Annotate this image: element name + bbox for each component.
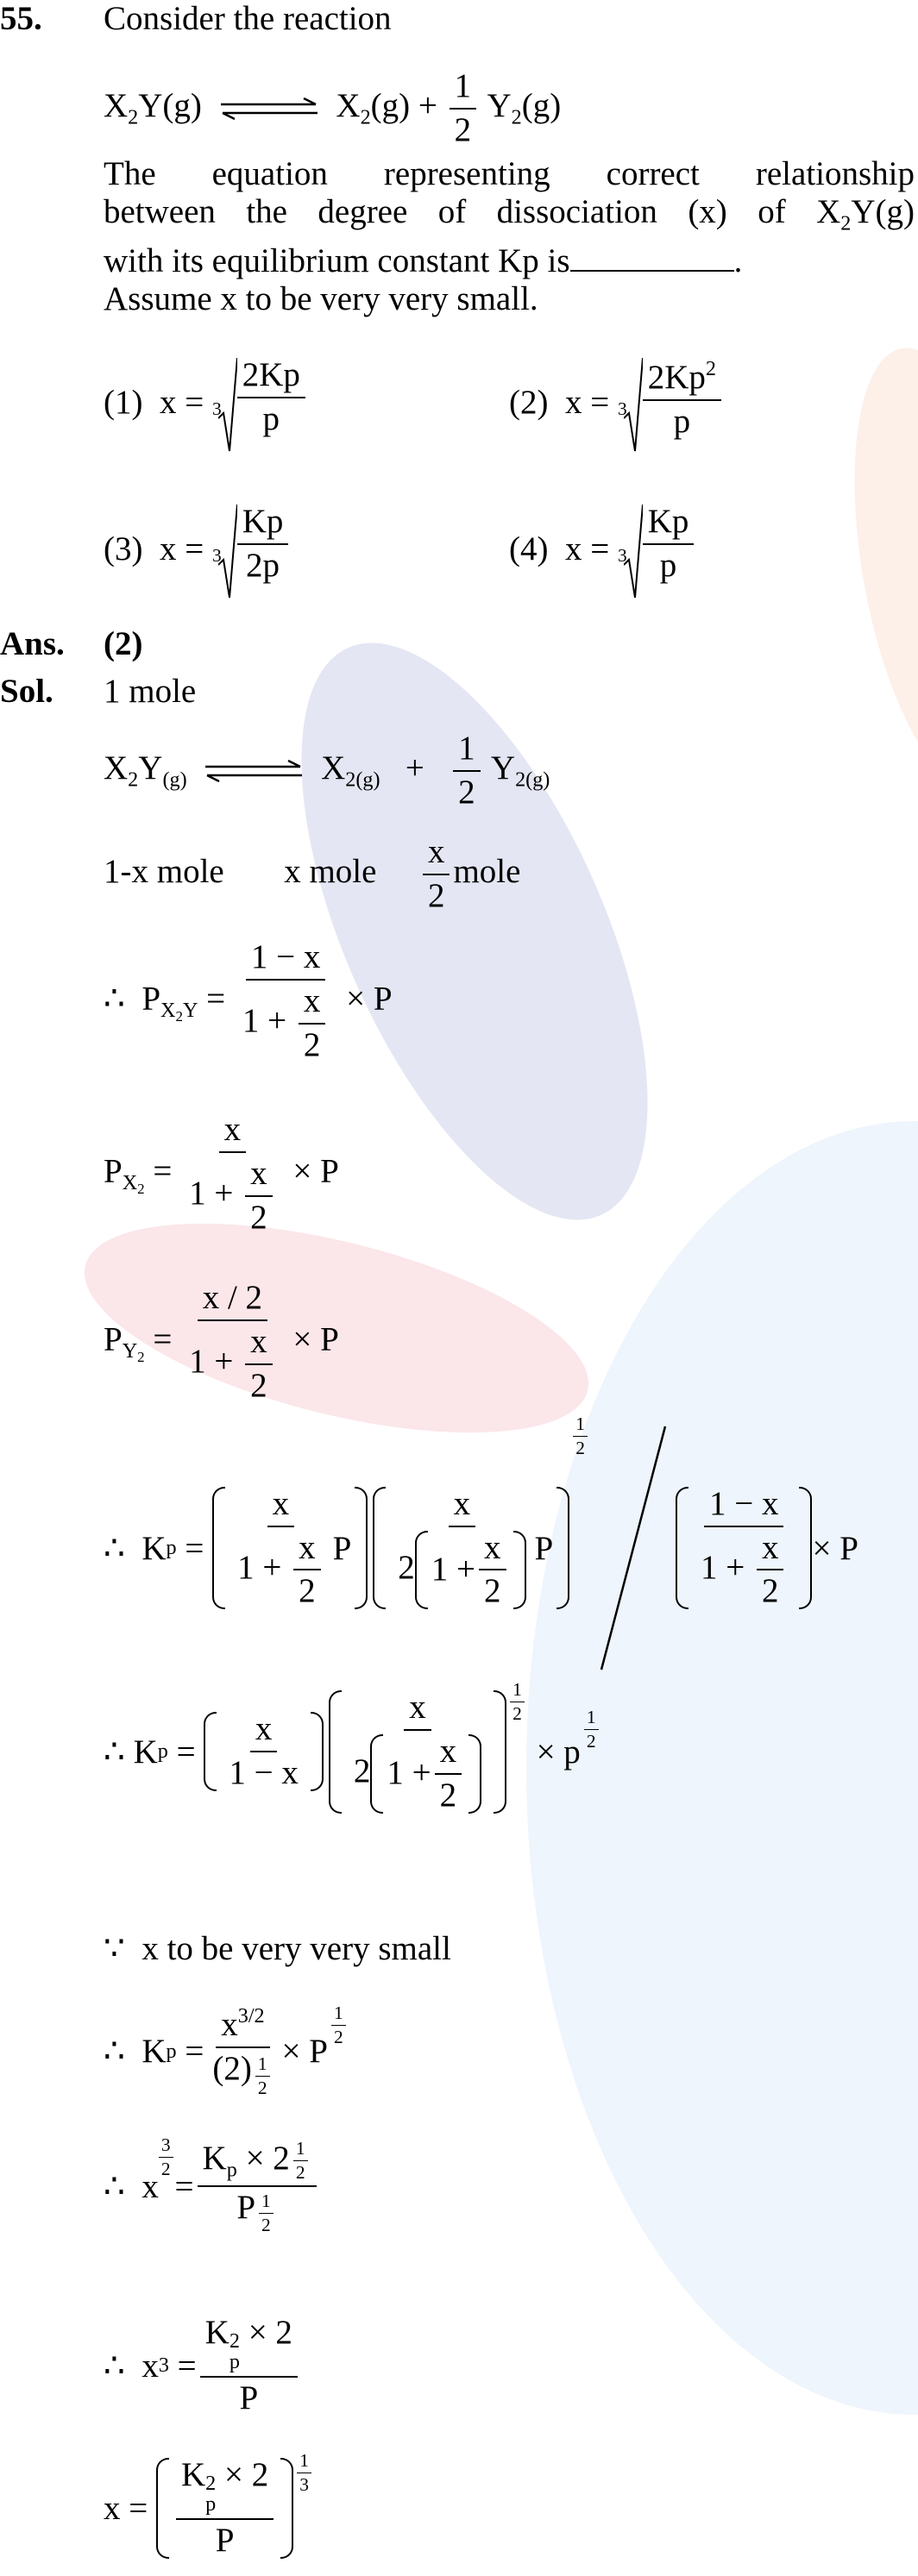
equation-p-y2: $P_{Y_2}$ = x / 2 1 + $\frac{x}{2}$ × P [104,1279,339,1404]
question-title: Consider the reaction [104,0,392,37]
answer-value: (2) [104,625,143,662]
equation-kp-simplified: ∴ K p = x 1 − x x 2 1 + $\frac{x}{2}$ $\frac{1}{2}$ × p 1 2 [104,1690,602,1814]
equation-x-cubed: ∴ x 3 = K 2 p × 2 P [104,2316,301,2416]
equation-p-x2: $P_{X_2}$ = x 1 + $\frac{x}{2}$ × P [104,1111,339,1236]
assumption-line: ∵ x to be very very small [104,1930,451,1967]
equation-p-x2y: ∴ $P_{X_2Y}$ = 1 − x 1 + $\frac{x}{2}$ × P [104,938,393,1063]
radical-sign-icon [624,505,643,599]
question-stem: The equation representing correct relationship between the degree of dissociation (x) of $X_2Y(g)$ with its equilibrium constant Kp is . Assume x to be very very small. [104,155,915,318]
radical-sign-icon [218,358,237,453]
equilibrium-arrow-icon [217,97,321,120]
option-1[interactable]: (1) x = 3 2Kp p [104,358,305,453]
equilibrium-arrow-icon [202,760,305,782]
radical-sign-icon [218,505,237,599]
answer-label: Ans. [0,625,65,662]
option-3[interactable]: (3) x = 3 Kp 2p [104,505,288,599]
option-2[interactable]: (2) x = 3 2Kp$^2$ p [509,358,721,453]
solution-reaction: $X_2Y_{(g)}$ $X_{2(g)}$ + $\frac{1}{2}$ $Y_{2(g)}$ [104,730,550,811]
solution-mole-line: 1 mole [104,673,197,710]
division-slash-icon [594,1423,672,1673]
solution-moles-line: 1-x mole x mole $\frac{x}{2}$ mole [104,833,521,914]
equation-final-x: x = K 2 p × 2 P 1 3 [104,2458,315,2559]
solution-label: Sol. [0,673,53,710]
option-4[interactable]: (4) x = 3 Kp p [509,505,694,599]
answer-blank [570,244,734,272]
question-number: 55. [0,0,42,37]
radical-sign-icon [624,358,643,453]
equation-kp-full: ∴ K p = x 1 + $\frac{x}{2}$ P x 2 1 + $\frac{x}{2}$ P 1 2 1 − x 1 + $\frac{x}{2}$ × P [104,1423,858,1673]
question-reaction: $X_2Y(g) X_2(g)$ + $\frac{1}{2}$ $Y_2(g)$ [104,67,562,148]
equation-x-three-halves: ∴ x $\frac{3}{2}$ = $K_p \times 2$ $\frac{1}{2}$ P $\frac{1}{2}$ [104,2139,320,2234]
equation-kp-approx: ∴ K p = $x^{3/2}$ (2) $\frac{1}{2}$ × P 1 2 [104,2005,349,2097]
